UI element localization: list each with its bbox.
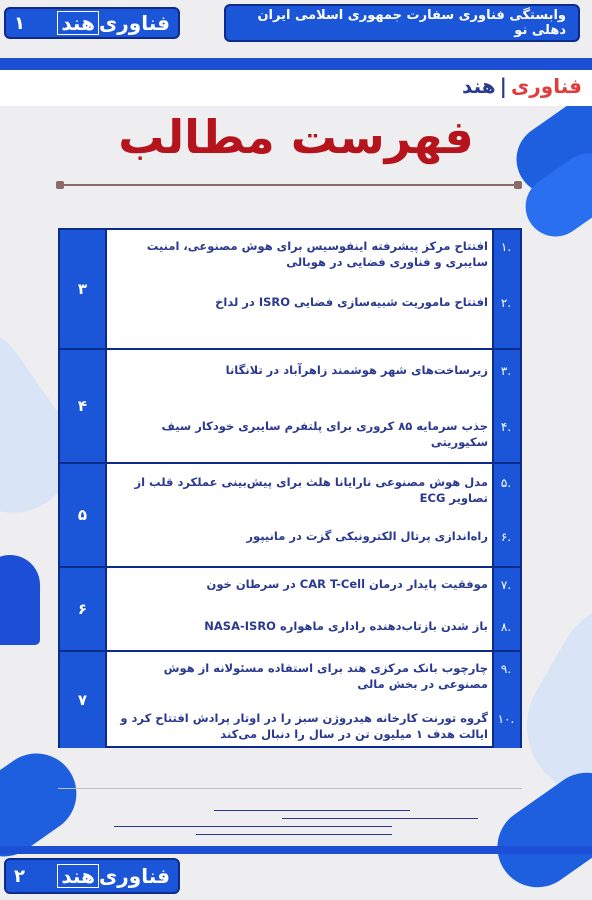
toc-item-number: .۲	[500, 296, 512, 310]
toc-item-number: .۵	[500, 476, 512, 490]
toc-group	[60, 464, 520, 568]
page-number-bottom: ۲	[14, 865, 25, 887]
toc-page-number: ۵	[60, 464, 107, 566]
decor-shape	[0, 555, 40, 645]
toc-item[interactable]	[60, 412, 520, 452]
brand-logo	[55, 864, 170, 888]
divider-line	[58, 788, 522, 789]
header-title: وابستگی فناوری سفارت جمهوری اسلامی ایران دهلی نو	[224, 4, 580, 42]
toc-item-number: .۴	[500, 420, 512, 434]
toc-item[interactable]	[60, 704, 520, 744]
toc-item-number: .۹	[500, 662, 512, 676]
divider-line	[196, 834, 392, 835]
toc-item[interactable]	[60, 468, 520, 508]
decor-shape	[482, 757, 592, 900]
brand-fanavari: فناوری	[98, 11, 170, 35]
top-header	[0, 0, 592, 50]
toc-item[interactable]	[60, 654, 520, 694]
page-title: فهرست مطالب	[118, 110, 474, 164]
toc-item[interactable]	[60, 522, 520, 562]
toc-item-number: .۱۰	[497, 712, 515, 726]
toc-item-text: افتتاح مرکز پیشرفته اینفوسیس برای هوش مصنوعی، امنیت سایبری و فناوری فضایی در هوبالی	[146, 239, 488, 269]
toc-group	[60, 568, 520, 652]
toc-item-text: مدل هوش مصنوعی نارایانا هلث برای پیش‌بینی عملکرد قلب از تصاویر ECG	[134, 475, 488, 505]
divider-end	[514, 181, 522, 189]
toc-item[interactable]	[60, 356, 520, 396]
brand-logo	[55, 11, 170, 35]
toc-item-text: گروه تورنت کارخانه هیدروژن سبز را در اوتار پرادش افتتاح کرد و ایالت هدف ۱ میلیون تن در سال را دنبال می‌کند	[120, 711, 488, 741]
logo-fanavari: فناوری	[510, 74, 582, 98]
toc-page-number: ۳	[60, 230, 107, 348]
toc-group	[60, 230, 520, 350]
footer-band	[0, 846, 592, 854]
toc-item-text: راه‌اندازی پرتال الکترونیکی گزت در مانیپور	[246, 529, 488, 543]
toc-item-text: باز شدن بازتاب‌دهنده راداری ماهواره NASA-ISRO	[204, 619, 488, 633]
divider-end	[56, 181, 64, 189]
brand-fanavari: فناوری	[98, 864, 170, 888]
toc-item-number: .۳	[500, 364, 512, 378]
toc-group	[60, 350, 520, 464]
toc-group	[60, 652, 520, 748]
divider-line	[282, 818, 478, 819]
title-divider	[58, 184, 520, 186]
brand-badge-top	[4, 7, 180, 39]
header-band	[0, 58, 592, 70]
toc-page-number: ۶	[60, 568, 107, 650]
brand-hind: هند	[57, 864, 99, 888]
divider-line	[214, 810, 410, 811]
toc-item[interactable]	[60, 612, 520, 652]
toc-item[interactable]	[60, 288, 520, 328]
toc-page-number: ۷	[60, 652, 107, 748]
toc-item[interactable]	[60, 232, 520, 272]
toc-item-text: موفقیت پایدار درمان CAR T-Cell در سرطان خون	[206, 577, 488, 591]
toc-item-text: چارچوب بانک مرکزی هند برای استفاده مسئولانه از هوش مصنوعی در بخش مالی	[163, 661, 488, 691]
toc-item-text: زیرساخت‌های شهر هوشمند زاهرآباد در تلانگانا	[225, 363, 488, 377]
divider-line	[114, 826, 392, 827]
toc-table	[58, 228, 522, 748]
brand-hind: هند	[57, 11, 99, 35]
logo-separator: |	[499, 74, 507, 98]
toc-item-text: جذب سرمایه ۸۵ کروری برای پلتفرم سایبری خودکار سیف سکیوریتی	[161, 419, 488, 449]
logo-hind: هند	[462, 74, 496, 98]
toc-page-number: ۴	[60, 350, 107, 462]
toc-item-number: .۷	[500, 578, 512, 592]
toc-item-text: افتتاح ماموریت شبیه‌سازی فضایی ISRO در لداخ	[215, 295, 488, 309]
toc-item[interactable]	[60, 570, 520, 610]
toc-item-number: .۸	[500, 620, 512, 634]
section-logo	[462, 74, 582, 98]
toc-item-number: .۱	[500, 240, 512, 254]
page-number-top: ۱	[14, 12, 25, 34]
brand-badge-bottom	[4, 858, 180, 894]
toc-item-number: .۶	[500, 530, 512, 544]
